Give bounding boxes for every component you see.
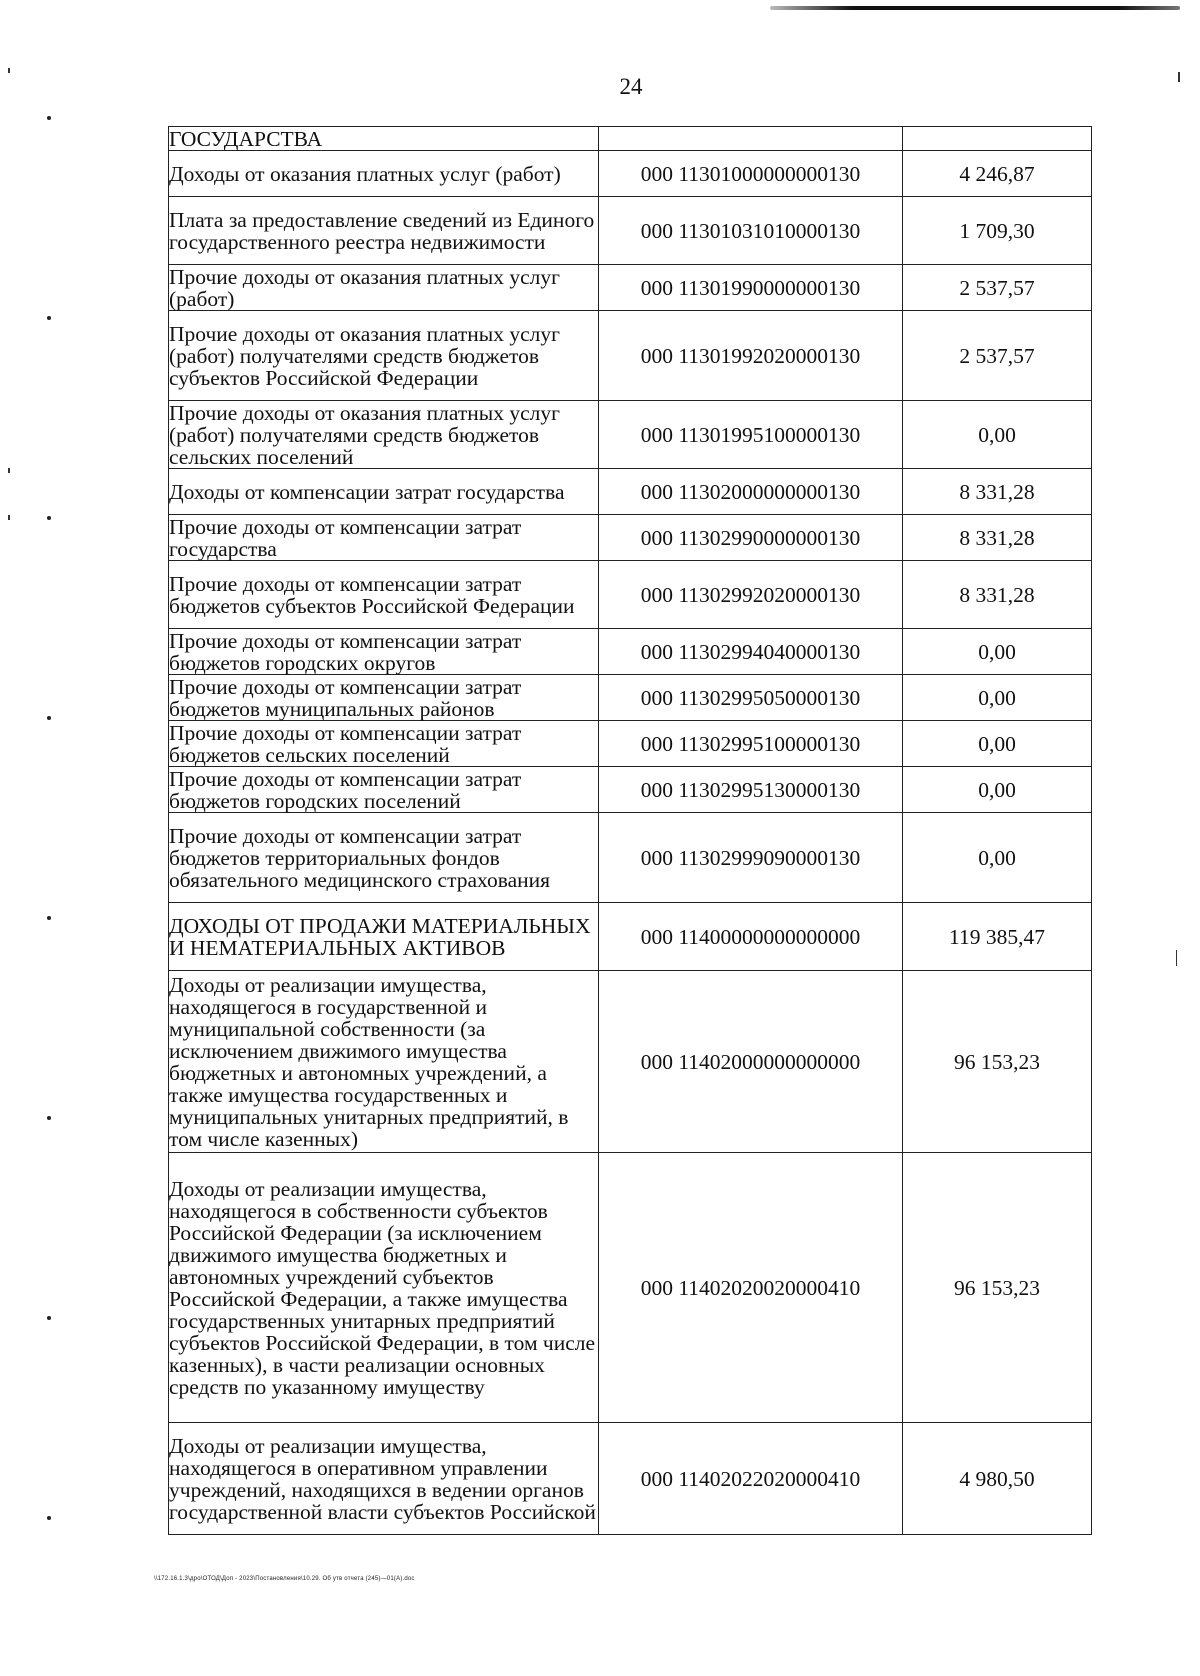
table-row bbox=[169, 1423, 1092, 1535]
row-code: 000 11302995050000130 bbox=[599, 675, 903, 721]
table-row bbox=[169, 561, 1092, 629]
row-amount: 8 331,28 bbox=[903, 515, 1092, 561]
table-row bbox=[169, 767, 1092, 813]
table-row bbox=[169, 903, 1092, 971]
margin-dot bbox=[47, 1316, 51, 1320]
table-row bbox=[169, 515, 1092, 561]
row-code: 000 11301031010000130 bbox=[599, 197, 903, 265]
row-amount: 0,00 bbox=[903, 401, 1092, 469]
margin-tick bbox=[8, 515, 10, 520]
margin-dot bbox=[47, 516, 51, 520]
row-amount: 4 246,87 bbox=[903, 151, 1092, 197]
table-row bbox=[169, 469, 1092, 515]
margin-dot bbox=[47, 916, 51, 920]
row-code: 000 11402000000000000 bbox=[599, 971, 903, 1153]
row-code: 000 11301992020000130 bbox=[599, 311, 903, 401]
margin-tick bbox=[1178, 72, 1180, 82]
margin-tick bbox=[8, 468, 10, 473]
margin-dot bbox=[47, 716, 51, 720]
row-amount: 0,00 bbox=[903, 813, 1092, 903]
margin-dot bbox=[47, 1516, 51, 1520]
row-amount: 1 709,30 bbox=[903, 197, 1092, 265]
row-name: Прочие доходы от компенсации затрат бюджетов муниципальных районов bbox=[169, 675, 599, 721]
row-name: Прочие доходы от компенсации затрат бюджетов территориальных фондов обязательного медицинского страхования bbox=[169, 813, 599, 903]
table-row bbox=[169, 721, 1092, 767]
table-row bbox=[169, 675, 1092, 721]
row-code: 000 11301000000000130 bbox=[599, 151, 903, 197]
table-row bbox=[169, 1153, 1092, 1423]
row-code: 000 11302994040000130 bbox=[599, 629, 903, 675]
row-amount: 96 153,23 bbox=[903, 971, 1092, 1153]
row-name: ГОСУДАРСТВА bbox=[169, 127, 599, 151]
row-name: Доходы от реализации имущества, находящегося в оперативном управлении учреждений, находящихся в ведении органов государственной власти субъектов Российской bbox=[169, 1423, 599, 1535]
table-row bbox=[169, 311, 1092, 401]
row-name: Доходы от оказания платных услуг (работ) bbox=[169, 151, 599, 197]
row-amount: 8 331,28 bbox=[903, 469, 1092, 515]
row-name: Прочие доходы от компенсации затрат бюджетов городских округов bbox=[169, 629, 599, 675]
table-row bbox=[169, 265, 1092, 311]
row-code: 000 11402020020000410 bbox=[599, 1153, 903, 1423]
row-code: 000 11301995100000130 bbox=[599, 401, 903, 469]
row-name: Прочие доходы от компенсации затрат государства bbox=[169, 515, 599, 561]
row-name: Прочие доходы от оказания платных услуг (работ) получателями средств бюджетов сельских поселений bbox=[169, 401, 599, 469]
row-name: Прочие доходы от компенсации затрат бюджетов городских поселений bbox=[169, 767, 599, 813]
row-name: ДОХОДЫ ОТ ПРОДАЖИ МАТЕРИАЛЬНЫХ И НЕМАТЕРИАЛЬНЫХ АКТИВОВ bbox=[169, 903, 599, 971]
row-code: 000 11302990000000130 bbox=[599, 515, 903, 561]
table-row bbox=[169, 197, 1092, 265]
table-row bbox=[169, 401, 1092, 469]
row-code: 000 11302995130000130 bbox=[599, 767, 903, 813]
table-row bbox=[169, 813, 1092, 903]
row-amount: 0,00 bbox=[903, 721, 1092, 767]
margin-tick bbox=[8, 68, 10, 73]
row-amount: 0,00 bbox=[903, 675, 1092, 721]
row-code: 000 11302999090000130 bbox=[599, 813, 903, 903]
table-row bbox=[169, 127, 1092, 151]
margin-dot bbox=[47, 1116, 51, 1120]
table-row bbox=[169, 971, 1092, 1153]
row-code: 000 11402022020000410 bbox=[599, 1423, 903, 1535]
row-name: Плата за предоставление сведений из Единого государственного реестра недвижимости bbox=[169, 197, 599, 265]
row-code: 000 11301990000000130 bbox=[599, 265, 903, 311]
row-amount: 96 153,23 bbox=[903, 1153, 1092, 1423]
row-name: Прочие доходы от компенсации затрат бюджетов субъектов Российской Федерации bbox=[169, 561, 599, 629]
row-amount: 8 331,28 bbox=[903, 561, 1092, 629]
row-amount: 4 980,50 bbox=[903, 1423, 1092, 1535]
row-name: Прочие доходы от оказания платных услуг (работ) получателями средств бюджетов субъектов Российской Федерации bbox=[169, 311, 599, 401]
row-name: Доходы от реализации имущества, находящегося в собственности субъектов Российской Федерации (за исключением движимого имущества бюджетных и автономных учреждений субъектов Российской Федерации, а также имущества государственных унитарных предприятий субъектов Российской Федерации, в том числе казенных), в части реализации основных средств по указанному имуществу bbox=[169, 1153, 599, 1423]
row-amount: 2 537,57 bbox=[903, 265, 1092, 311]
page-number: 24 bbox=[619, 74, 643, 99]
row-name: Прочие доходы от оказания платных услуг (работ) bbox=[169, 265, 599, 311]
row-amount bbox=[903, 127, 1092, 151]
row-amount: 119 385,47 bbox=[903, 903, 1092, 971]
row-code: 000 11302000000000130 bbox=[599, 469, 903, 515]
margin-dot bbox=[47, 116, 51, 120]
row-name: Доходы от реализации имущества, находящегося в государственной и муниципальной собственности (за исключением движимого имущества бюджетных и автономных учреждений, а также имущества государственных и муниципальных унитарных предприятий, в том числе казенных) bbox=[169, 971, 599, 1153]
margin-dot bbox=[47, 316, 51, 320]
row-name: Прочие доходы от компенсации затрат бюджетов сельских поселений bbox=[169, 721, 599, 767]
table-row bbox=[169, 151, 1092, 197]
margin-tick bbox=[1176, 950, 1177, 966]
row-code: 000 11302992020000130 bbox=[599, 561, 903, 629]
row-amount: 0,00 bbox=[903, 629, 1092, 675]
row-amount: 0,00 bbox=[903, 767, 1092, 813]
row-code: 000 11302995100000130 bbox=[599, 721, 903, 767]
scan-edge-line bbox=[770, 6, 1180, 10]
row-code bbox=[599, 127, 903, 151]
revenue-table bbox=[168, 126, 1092, 1535]
table-row bbox=[169, 629, 1092, 675]
row-amount: 2 537,57 bbox=[903, 311, 1092, 401]
file-path-footer: \\172.16.1.3\дро\ОТОД\Доп - 2023\Постановления\10.29. Об утв отчета (245)—01(А).doc bbox=[154, 1576, 415, 1582]
row-code: 000 11400000000000000 bbox=[599, 903, 903, 971]
row-name: Доходы от компенсации затрат государства bbox=[169, 469, 599, 515]
